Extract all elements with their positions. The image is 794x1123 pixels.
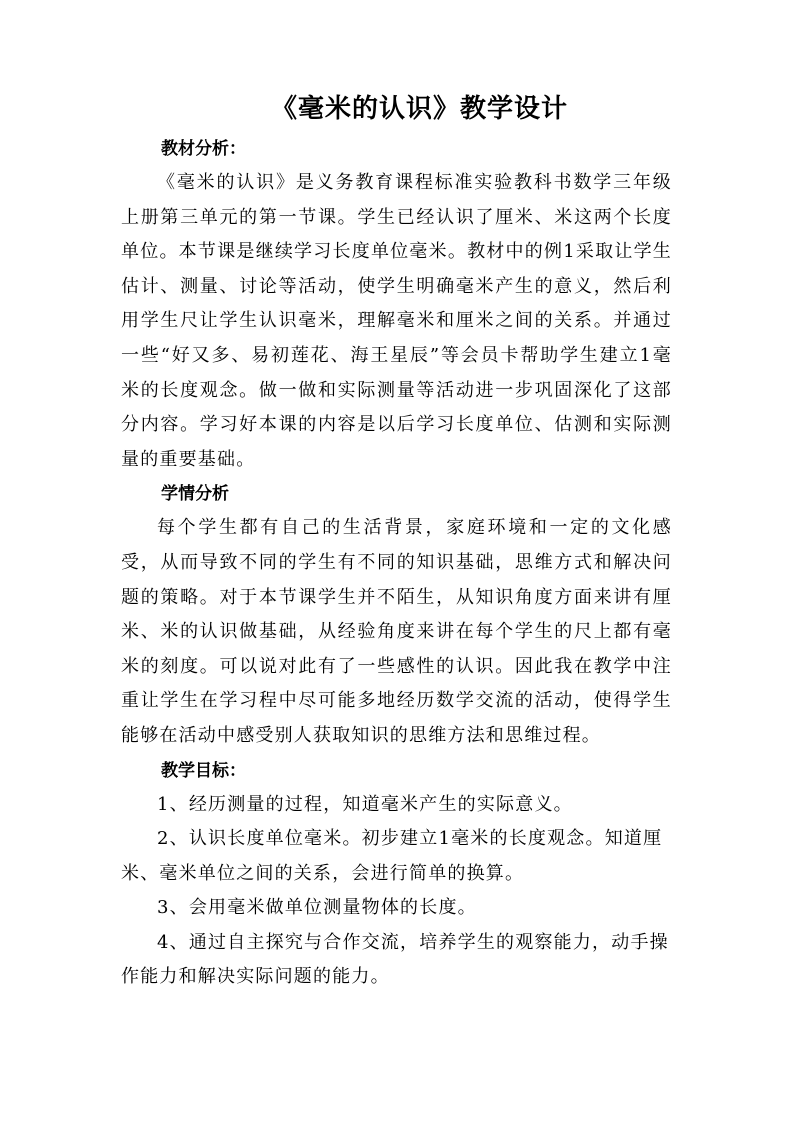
- teaching-goals-list: [121, 788, 672, 996]
- textbook-analysis-paragraph: 《毫米的认识》是义务教育课程标准实验教科书数学三年级上册第三单元的第一节课。学生已经认识了厘米、米这两个长度单位。本节课是继续学习长度单位毫米。教材中的例1采取让学生估计、测量、讨论等活动，使学生明确毫米产生的意义，然后利用学生尺让学生认识毫米，理解毫米和厘米之间的关系。并通过一些“好又多、易初莲花、海王星辰”等会员卡帮助学生建立1毫米的长度观念。做一做和实际测量等活动进一步巩固深化了这部分内容。学习好本课的内容是以后学习长度单位、估测和实际测量的重要基础。: [121, 172, 672, 470]
- document-body: [121, 86, 672, 995]
- page-title: 《毫米的认识》教学设计: [271, 94, 569, 124]
- list-item: 2、认识长度单位毫米。初步建立1毫米的长度观念。知道厘米、毫米单位之间的关系，会进行简单的换算。: [121, 828, 663, 884]
- section-heading-student-analysis: 学情分析: [161, 484, 229, 505]
- list-item: 1、经历测量的过程，知道毫米产生的实际意义。: [157, 793, 573, 815]
- list-item: 4、通过自主探究与合作交流，培养学生的观察能力，动手操作能力和解决实际问题的能力。: [121, 931, 669, 988]
- section-heading-textbook-analysis: 教材分析：: [161, 139, 246, 159]
- section-heading-teaching-goals: 教学目标：: [161, 760, 246, 781]
- student-analysis-paragraph: 每个学生都有自己的生活背景，家庭环境和一定的文化感受，从而导致不同的学生有不同的知识基础，思维方式和解决问题的策略。对于本节课学生并不陌生，从知识角度方面来讲有厘米、米的认识做基础，从经验角度来讲在每个学生的尺上都有毫米的刻度。可以说对此有了一些感性的认识。因此我在教学中注重让学生在学习程中尽可能多地经历数学交流的活动，使得学生能够在活动中感受别人获取知识的思维方法和思维过程。: [121, 517, 672, 746]
- list-item: 3、会用毫米做单位测量物体的长度。: [157, 897, 477, 919]
